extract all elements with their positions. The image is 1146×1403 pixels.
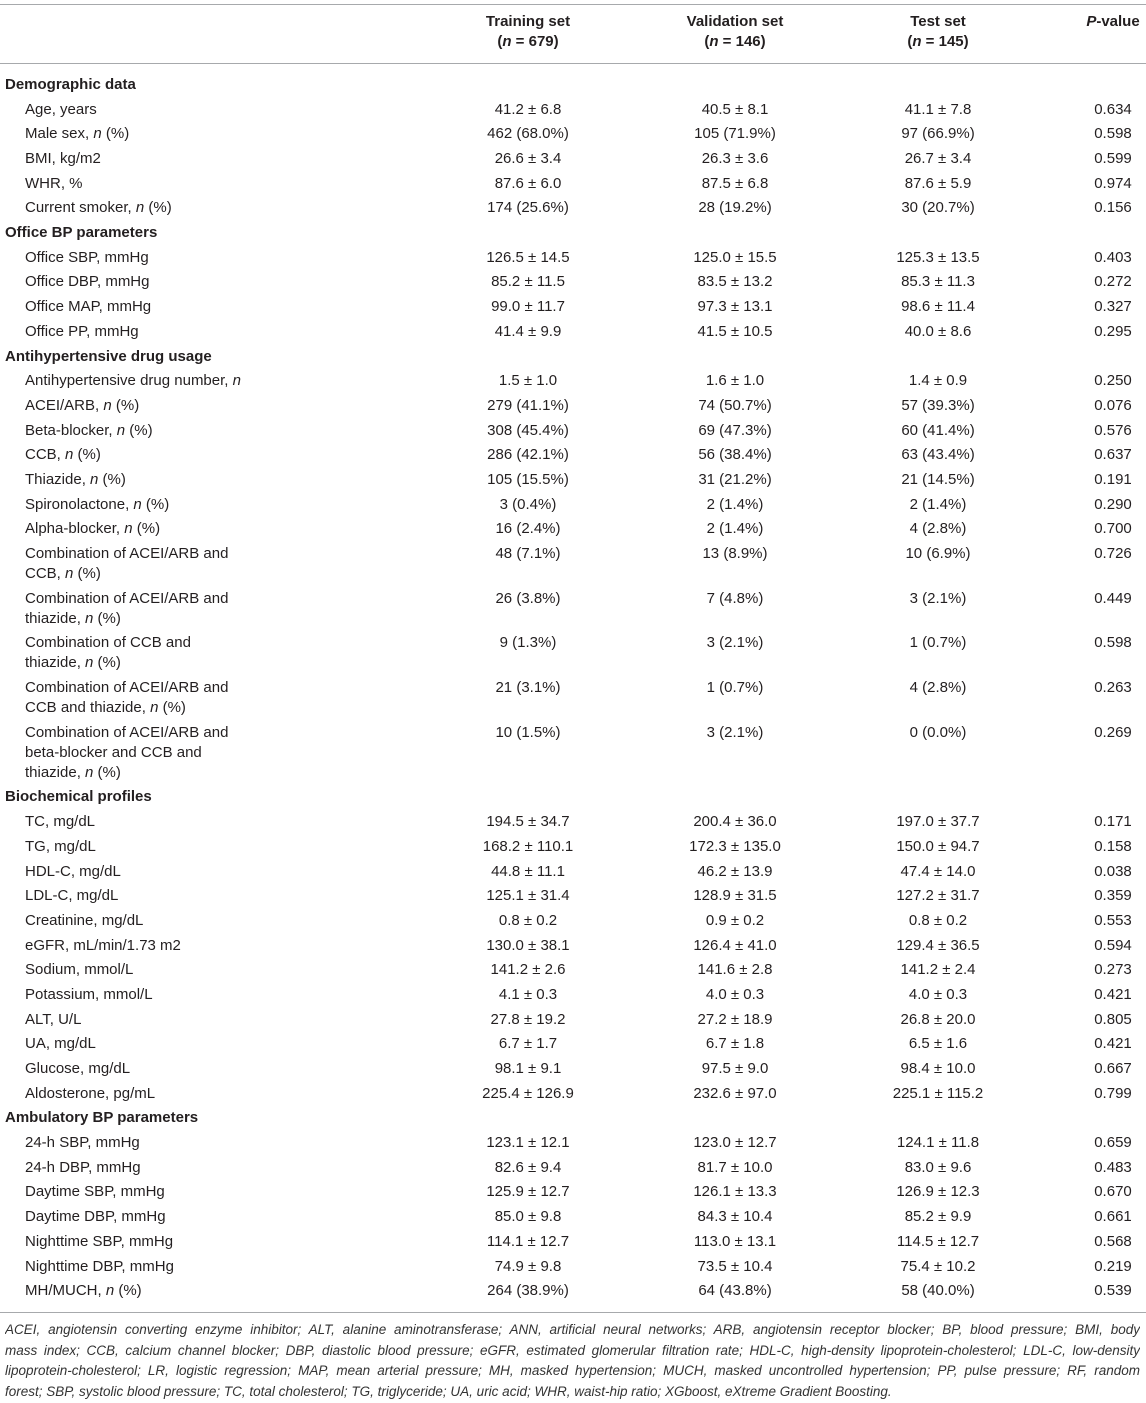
test-set-value: 40.0 ± 8.6 [904,322,972,340]
test-set-value: 225.1 ± 115.2 [892,1084,984,1102]
table-row [0,196,1146,221]
table-row [0,1279,1146,1304]
test-set-value: 126.9 ± 12.3 [896,1183,980,1201]
table-row [0,394,1146,419]
training-set-value: 48 (7.1%) [495,545,561,563]
section-header-row [0,785,1146,810]
training-set-value: 44.8 ± 11.1 [491,862,565,880]
p-value: 0.327 [1094,298,1132,316]
table-row [0,859,1146,884]
training-set-value: 99.0 ± 11.7 [491,298,565,316]
validation-set-value: 83.5 ± 13.2 [697,273,773,291]
validation-set-value: 1.6 ± 1.0 [705,372,765,390]
validation-set-value: 46.2 ± 13.9 [697,862,773,880]
row-label: Combination of ACEI/ARB and CCB and thiazide, n (%) [25,679,229,717]
training-set-value: 1.5 ± 1.0 [498,372,558,390]
table-row [0,1081,1146,1106]
p-value: 0.272 [1094,273,1132,291]
table-body [0,64,1146,1313]
validation-set-value: 126.1 ± 13.3 [693,1183,777,1201]
row-label: Office MAP, mmHg [25,298,152,316]
table-row [0,147,1146,172]
validation-set-value: 28 (19.2%) [698,199,772,217]
col-header-count: (n = 146) [704,33,766,50]
row-label: TG, mg/dL [25,837,96,855]
p-value: 0.667 [1094,1060,1132,1078]
test-set-value: 150.0 ± 94.7 [896,837,980,855]
table-row [0,517,1146,542]
validation-set-value: 232.6 ± 97.0 [693,1084,777,1102]
validation-set-value: 7 (4.8%) [706,589,764,607]
test-set-value: 83.0 ± 9.6 [904,1158,972,1176]
row-label: Creatinine, mg/dL [25,911,144,929]
table-row [0,884,1146,909]
training-set-value: 286 (42.1%) [487,446,569,464]
p-value: 0.799 [1094,1084,1132,1102]
validation-set-value: 27.2 ± 18.9 [697,1010,773,1028]
p-value: 0.290 [1094,495,1132,513]
validation-set-value: 97.5 ± 9.0 [701,1060,769,1078]
table-row [0,369,1146,394]
validation-set-value: 6.7 ± 1.8 [705,1035,765,1053]
footnote-line: ACEI, angiotensin converting enzyme inhibitor; ALT, alanine aminotransferase; ANN, artificial neural networks; ARB, angiotensin receptor blocker; BP, blood pressure; BMI, body [5,1322,1140,1338]
col-header-training-set [430,12,626,52]
table-row [0,542,1146,587]
training-set-value: 27.8 ± 19.2 [490,1010,566,1028]
training-set-value: 308 (45.4%) [487,421,569,439]
section-title: Antihypertensive drug usage [5,347,212,365]
test-set-value: 98.4 ± 10.0 [900,1060,976,1078]
p-value: 0.076 [1094,396,1132,414]
training-set-value: 41.4 ± 9.9 [494,322,562,340]
col-header-count: (n = 679) [497,33,559,50]
test-set-value: 58 (40.0%) [901,1282,975,1300]
validation-set-value: 113.0 ± 13.1 [693,1232,777,1250]
p-value: 0.661 [1094,1208,1132,1226]
section-title: Biochemical profiles [5,788,152,806]
test-set-value: 97 (66.9%) [901,125,975,143]
p-value: 0.273 [1094,961,1132,979]
col-header-title: Validation set [686,13,784,30]
test-set-value: 85.3 ± 11.3 [901,273,975,291]
table-footnote [0,1320,1146,1402]
training-set-value: 82.6 ± 9.4 [494,1158,562,1176]
col-header-title: Test set [910,13,966,30]
test-set-value: 1.4 ± 0.9 [908,372,968,390]
validation-set-value: 0.9 ± 0.2 [705,911,765,929]
table-row [0,122,1146,147]
row-label: UA, mg/dL [25,1035,96,1053]
table-row [0,835,1146,860]
section-header-row [0,1106,1146,1131]
p-value: 0.269 [1094,723,1132,741]
row-label: Potassium, mmol/L [25,985,153,1003]
validation-set-value: 4.0 ± 0.3 [705,985,765,1003]
training-set-value: 85.0 ± 9.8 [494,1208,562,1226]
training-set-value: 85.2 ± 11.5 [491,273,565,291]
test-set-value: 30 (20.7%) [901,199,975,217]
row-label: Male sex, n (%) [25,125,130,143]
row-label: WHR, % [25,174,83,192]
test-set-value: 3 (2.1%) [909,589,967,607]
training-set-value: 174 (25.6%) [487,199,569,217]
test-set-value: 10 (6.9%) [905,545,971,563]
p-value: 0.568 [1094,1232,1132,1250]
test-set-value: 98.6 ± 11.4 [901,298,975,316]
p-value: 0.974 [1094,174,1132,192]
training-set-value: 114.1 ± 12.7 [486,1232,570,1250]
section-title: Ambulatory BP parameters [5,1109,199,1127]
table-row [0,1254,1146,1279]
p-value: 0.659 [1094,1134,1132,1152]
row-label: Antihypertensive drug number, n [25,372,241,390]
table-row [0,492,1146,517]
row-label: Sodium, mmol/L [25,961,134,979]
row-label: Thiazide, n (%) [25,470,126,488]
row-label: Age, years [25,100,97,118]
table-row [0,1057,1146,1082]
validation-set-value: 84.3 ± 10.4 [697,1208,773,1226]
test-set-value: 114.5 ± 12.7 [896,1232,980,1250]
row-label: ACEI/ARB, n (%) [25,396,140,414]
p-value: 0.250 [1094,372,1132,390]
validation-set-value: 2 (1.4%) [706,520,764,538]
training-set-value: 74.9 ± 9.8 [494,1257,562,1275]
p-value: 0.421 [1094,985,1132,1003]
training-set-value: 105 (15.5%) [487,470,569,488]
table-row [0,720,1146,785]
training-set-value: 9 (1.3%) [499,634,557,652]
row-label: Combination of CCB and thiazide, n (%) [25,634,191,672]
training-set-value: 264 (38.9%) [487,1282,569,1300]
validation-set-value: 126.4 ± 41.0 [693,936,777,954]
test-set-value: 2 (1.4%) [909,495,967,513]
p-value: 0.483 [1094,1158,1132,1176]
validation-set-value: 69 (47.3%) [698,421,772,439]
training-set-value: 3 (0.4%) [499,495,557,513]
training-set-value: 462 (68.0%) [487,125,569,143]
p-value: 0.700 [1094,520,1132,538]
table-row [0,1180,1146,1205]
section-header-row [0,344,1146,369]
p-value: 0.634 [1094,100,1132,118]
training-set-value: 21 (3.1%) [495,679,561,697]
section-title: Office BP parameters [5,224,158,242]
section-title: Demographic data [5,75,136,93]
p-value: 0.576 [1094,421,1132,439]
training-set-value: 26 (3.8%) [495,589,561,607]
p-value: 0.263 [1094,679,1132,697]
row-label: Office SBP, mmHg [25,248,149,266]
row-label: HDL-C, mg/dL [25,862,121,880]
row-label: TC, mg/dL [25,813,96,831]
training-set-value: 98.1 ± 9.1 [494,1060,562,1078]
test-set-value: 129.4 ± 36.5 [896,936,980,954]
validation-set-value: 31 (21.2%) [698,470,772,488]
validation-set-value: 200.4 ± 36.0 [693,813,777,831]
test-set-value: 141.2 ± 2.4 [900,961,976,979]
training-set-value: 279 (41.1%) [487,396,569,414]
row-label: Daytime SBP, mmHg [25,1183,165,1201]
row-label: MH/MUCH, n (%) [25,1282,142,1300]
validation-set-value: 172.3 ± 135.0 [689,837,781,855]
test-set-value: 47.4 ± 14.0 [900,862,976,880]
test-set-value: 26.8 ± 20.0 [900,1010,976,1028]
validation-set-value: 1 (0.7%) [706,679,764,697]
row-label: Nighttime DBP, mmHg [25,1257,174,1275]
validation-set-value: 41.5 ± 10.5 [697,322,773,340]
table-row [0,983,1146,1008]
col-header-count: (n = 145) [907,33,969,50]
table-header [0,4,1146,64]
training-set-value: 16 (2.4%) [495,520,561,538]
section-header-row [0,221,1146,246]
table-row [0,933,1146,958]
p-value: 0.539 [1094,1282,1132,1300]
row-label: LDL-C, mg/dL [25,887,119,905]
p-value: 0.598 [1094,634,1132,652]
test-set-value: 124.1 ± 11.8 [896,1134,980,1152]
row-label: 24-h SBP, mmHg [25,1134,140,1152]
validation-set-value: 64 (43.8%) [698,1282,772,1300]
validation-set-value: 123.0 ± 12.7 [693,1134,777,1152]
p-value: 0.219 [1094,1257,1132,1275]
test-set-value: 1 (0.7%) [909,634,967,652]
test-set-value: 125.3 ± 13.5 [896,248,980,266]
table-row [0,171,1146,196]
table-row [0,1007,1146,1032]
section-header-row [0,73,1146,98]
p-value: 0.421 [1094,1035,1132,1053]
validation-set-value: 74 (50.7%) [698,396,772,414]
table-row [0,810,1146,835]
training-set-value: 41.2 ± 6.8 [494,100,562,118]
test-set-value: 127.2 ± 31.7 [896,887,980,905]
p-value: 0.038 [1094,862,1132,880]
training-set-value: 130.0 ± 38.1 [486,936,570,954]
row-label: 24-h DBP, mmHg [25,1158,141,1176]
test-set-value: 21 (14.5%) [901,470,975,488]
test-set-value: 4 (2.8%) [909,679,967,697]
row-label: Office PP, mmHg [25,322,139,340]
table-row [0,1131,1146,1156]
table-row [0,97,1146,122]
footnote-line: forest; SBP, systolic blood pressure; TC, total cholesterol; TG, triglyceride; UA, uric acid; WHR, waist-hip ratio; XGboost, eXtreme Gradient Boosting. [5,1383,892,1399]
test-set-value: 26.7 ± 3.4 [904,150,972,168]
p-value: 0.637 [1094,446,1132,464]
validation-set-value: 87.5 ± 6.8 [701,174,769,192]
table-row [0,1032,1146,1057]
validation-set-value: 2 (1.4%) [706,495,764,513]
row-label: Office DBP, mmHg [25,273,150,291]
validation-set-value: 40.5 ± 8.1 [701,100,769,118]
table-row [0,1205,1146,1230]
table-row [0,958,1146,983]
row-label: Spironolactone, n (%) [25,495,170,513]
row-label: BMI, kg/m2 [25,150,101,168]
validation-set-value: 125.0 ± 15.5 [693,248,777,266]
row-label: Glucose, mg/dL [25,1060,131,1078]
training-set-value: 225.4 ± 126.9 [482,1084,574,1102]
p-value: 0.359 [1094,887,1132,905]
row-label: Nighttime SBP, mmHg [25,1232,174,1250]
training-set-value: 6.7 ± 1.7 [498,1035,558,1053]
table-row [0,295,1146,320]
test-set-value: 0 (0.0%) [909,723,967,741]
row-label: Combination of ACEI/ARB and thiazide, n (%) [25,589,229,627]
table-row [0,270,1146,295]
p-value: 0.670 [1094,1183,1132,1201]
table-row [0,1155,1146,1180]
table-row [0,468,1146,493]
p-value: 0.805 [1094,1010,1132,1028]
p-value: 0.403 [1094,248,1132,266]
col-header-validation-set [626,12,844,52]
training-set-value: 26.6 ± 3.4 [494,150,562,168]
p-value: 0.295 [1094,322,1132,340]
training-set-value: 123.1 ± 12.1 [486,1134,570,1152]
test-set-value: 41.1 ± 7.8 [904,100,972,118]
validation-set-value: 13 (8.9%) [702,545,768,563]
row-label: CCB, n (%) [25,446,101,464]
footnote-line: mass index; CCB, calcium channel blocker; DBP, diastolic blood pressure; eGFR, estimated glomerular filtration rate; HDL-C, high-density lipoprotein-cholesterol; LDL-C, low-density [5,1342,1140,1358]
training-set-value: 125.9 ± 12.7 [486,1183,570,1201]
test-set-value: 4 (2.8%) [909,520,967,538]
validation-set-value: 26.3 ± 3.6 [701,150,769,168]
p-value: 0.553 [1094,911,1132,929]
p-value: 0.726 [1094,545,1132,563]
training-set-value: 168.2 ± 110.1 [482,837,574,855]
table-row [0,443,1146,468]
validation-set-value: 81.7 ± 10.0 [697,1158,773,1176]
row-label: Alpha-blocker, n (%) [25,520,161,538]
p-value: 0.158 [1094,837,1132,855]
row-label: Beta-blocker, n (%) [25,421,153,439]
table-row [0,909,1146,934]
p-value: 0.156 [1094,199,1132,217]
p-value: 0.171 [1094,813,1132,831]
test-set-value: 85.2 ± 9.9 [904,1208,972,1226]
p-value: 0.449 [1094,589,1132,607]
validation-set-value: 73.5 ± 10.4 [697,1257,773,1275]
row-label: Combination of ACEI/ARB and beta-blocker and CCB and thiazide, n (%) [25,723,229,781]
test-set-value: 87.6 ± 5.9 [904,174,972,192]
row-label: Current smoker, n (%) [25,199,172,217]
table-row [0,631,1146,676]
test-set-value: 60 (41.4%) [901,421,975,439]
test-set-value: 75.4 ± 10.2 [900,1257,976,1275]
training-set-value: 87.6 ± 6.0 [494,174,562,192]
row-label: Aldosterone, pg/mL [25,1084,156,1102]
validation-set-value: 3 (2.1%) [706,634,764,652]
table-row [0,245,1146,270]
test-set-value: 197.0 ± 37.7 [896,813,980,831]
p-value: 0.598 [1094,125,1132,143]
training-set-value: 0.8 ± 0.2 [498,911,558,929]
validation-set-value: 128.9 ± 31.5 [693,887,777,905]
row-label: Combination of ACEI/ARB and CCB, n (%) [25,545,229,583]
col-header-title: P-value [1086,13,1140,30]
training-set-value: 141.2 ± 2.6 [490,961,566,979]
training-set-value: 126.5 ± 14.5 [486,248,570,266]
footnote-line: lipoprotein-cholesterol; LR, logistic regression; MAP, mean arterial pressure; MH, masked hypertension; MUCH, masked uncontrolled hypertension; PP, pulse pressure; RF, random [5,1363,1140,1379]
validation-set-value: 56 (38.4%) [698,446,772,464]
training-set-value: 4.1 ± 0.3 [498,985,558,1003]
validation-set-value: 97.3 ± 13.1 [697,298,773,316]
training-set-value: 125.1 ± 31.4 [486,887,570,905]
validation-set-value: 141.6 ± 2.8 [697,961,773,979]
test-set-value: 0.8 ± 0.2 [908,911,968,929]
test-set-value: 6.5 ± 1.6 [908,1035,968,1053]
test-set-value: 63 (43.4%) [901,446,975,464]
table-row [0,676,1146,721]
row-label: Daytime DBP, mmHg [25,1208,166,1226]
p-value: 0.594 [1094,936,1132,954]
validation-set-value: 3 (2.1%) [706,723,764,741]
table-row [0,320,1146,345]
col-header-title: Training set [485,13,571,30]
table-row [0,586,1146,631]
table-row [0,418,1146,443]
validation-set-value: 105 (71.9%) [694,125,776,143]
p-value: 0.191 [1094,470,1132,488]
training-set-value: 194.5 ± 34.7 [486,813,570,831]
row-label: ALT, U/L [25,1010,82,1028]
table-row [0,1230,1146,1255]
row-label: eGFR, mL/min/1.73 m2 [25,936,181,954]
col-header-p-value [1032,12,1146,32]
training-set-value: 10 (1.5%) [495,723,561,741]
test-set-value: 4.0 ± 0.3 [908,985,968,1003]
col-header-test-set [844,12,1032,52]
test-set-value: 57 (39.3%) [901,396,975,414]
p-value: 0.599 [1094,150,1132,168]
